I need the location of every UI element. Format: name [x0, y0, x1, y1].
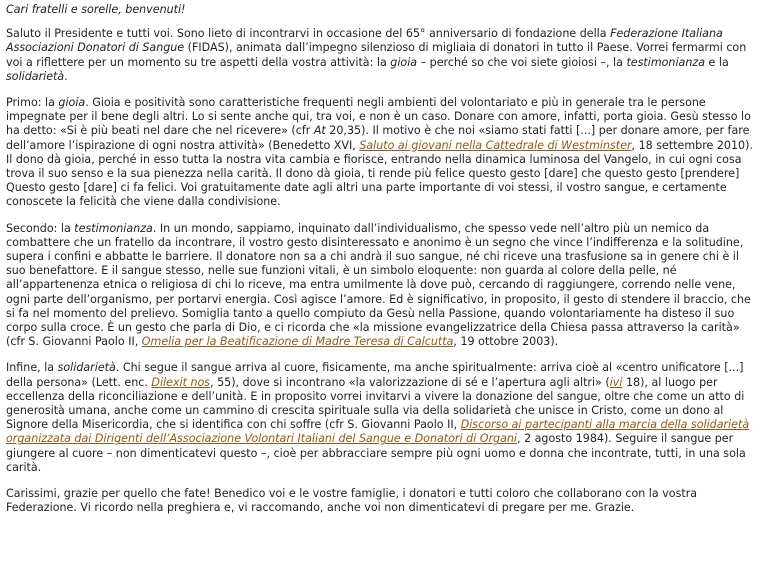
link-discorso-marcia-solidarieta[interactable]: Discorso ai partecipanti alla marcia della solidarietà organizzata dai Dirigenti dell’Associazione Volontari Italiani del Sangue e Donatori di Organi — [6, 418, 750, 446]
text-run: 18), al luogo per eccellenza della riconciliazione e dell’unità. E in proposito vorrei invitarvi a vivere la donazione del sangue, oltre che come un atto di generosità umana, anche come un cammino di crescita spirituale sulla via della solidarietà che unisce in Cristo, come un dono al Signore della Misericordia, che si identifica con chi soffre (cfr S. Giovanni Paolo II, — [6, 375, 745, 432]
paragraph-solidarieta — [6, 361, 762, 475]
text-run: , 55), dove si incontrano «la valorizzazione di sé e l’apertura agli altri» ( — [210, 375, 610, 389]
text-run: , 19 ottobre 2003). — [453, 335, 559, 349]
emphasis-testimonianza: testimonianza — [74, 221, 153, 235]
emphasis-gioia: gioia — [390, 55, 418, 69]
greeting-text: Cari fratelli e sorelle, benvenuti! — [6, 3, 186, 16]
text-run: Secondo: la — [6, 221, 75, 235]
paragraph-intro — [6, 27, 762, 84]
emphasis-fidas-name: Federazione Italiana Associazioni Donatori di Sangue — [6, 27, 723, 55]
text-run: Infine, la — [6, 361, 58, 375]
paragraph-closing — [6, 487, 762, 515]
emphasis-solidarieta: solidarietà — [57, 361, 116, 375]
link-saluto-giovani-westminster[interactable]: Saluto ai giovani nella Cattedrale di Westminster — [359, 138, 632, 152]
paragraph-gioia — [6, 96, 762, 210]
emphasis-solidarieta: solidarietà — [6, 69, 65, 83]
text-run: . Chi segue il sangue arriva al cuore, fisicamente, ma anche spiritualmente: arriva cioè al «centro unificatore [...] della persona» (Lett. enc. — [6, 361, 744, 389]
text-run: – perché so che voi siete gioiosi –, la — [417, 55, 627, 69]
link-dilexit-nos[interactable]: Dilexit nos — [151, 375, 211, 389]
emphasis-at: At — [313, 124, 326, 138]
text-run: . — [64, 69, 68, 83]
text-run: . In un mondo, sappiamo, inquinato dall’individualismo, che spesso vede nell’altro più un nemico da combattere che un fratello da incontrare, il vostro gesto disinteressato e anonimo è un segno che vince l’indifferenza e la solitudine, supera i confini e abbatte le barriere. Il donatore non sa a chi andrà il suo sangue, né chi riceve una trasfusione sa in genere chi è il suo benefattore. E il sangue stesso, nelle sue funzioni vitali, è un simbolo eloquente: non guarda al colore della pelle, né all’appartenenza etnica o religiosa di chi lo riceve, ma entra umilmente là dove può, cercando di raggiungere, correndo nelle vene, ogni parte dell’organismo, per portarvi energia. Così agisce l’amore. Ed è significativo, in proposito, il gesto di stendere il braccio, che si fa nel momento del prelievo. Somiglia tanto a quello compiuto da Gesù nella Passione, quando volontariamente ha disteso il suo corpo sulla croce. È un gesto che parla di Dio, e ci ricorda che «la missione evangelizzatrice della Chiesa passa attraverso la carità» (cfr S. Giovanni Paolo II, — [6, 221, 751, 349]
paragraph-testimonianza — [6, 222, 762, 350]
text-run: e la — [705, 55, 729, 69]
text-run: . Gioia e positività sono caratteristiche frequenti negli ambienti del volontariato e più in generale tra le persone impegnate per il bene degli altri. Lo si sente anche qui, tra voi, e non è un caso. Donare con amore, infatti, porta gioia. Gesù stesso lo ha detto: «Si è più beati nel dare che nel ricevere» (cfr — [6, 96, 751, 138]
link-omelia-madre-teresa[interactable]: Omelia per la Beatificazione di Madre Teresa di Calcutta — [141, 335, 454, 349]
text-run: (FIDAS), animata dall’impegno silenzioso di migliaia di donatori in tutto il Paese. Vorrei fermarmi con voi a riflettere per un momento su tre aspetti della vostra attività: la — [6, 41, 747, 69]
text-run: 20,35). Il motivo è che noi «siamo stati fatti [...] per donare amore, per fare dell’amore l’ispirazione di ogni nostra attività» (Benedetto XVI, — [6, 124, 750, 152]
text-run: Primo: la — [6, 96, 59, 110]
text-run: Carissimi, grazie per quello che fate! Benedico voi e le vostre famiglie, i donatori e tutti coloro che collaborano con la vostra Federazione. Vi ricordo nella preghiera e, vi raccomando, anche voi non dimenticatevi di pregare per me. Grazie. — [6, 487, 698, 515]
text-run: , 2 agosto 1984). Seguire il sangue per giungere al cuore – non dimenticatevi questo –, cioè per abbracciare sempre più ogni uomo e donna che incontrate, tutti, in una sola carità. — [6, 432, 746, 474]
text-run: , 18 settembre 2010). Il dono dà gioia, perché in esso tutta la nostra vita cambia e fiorisce, entrando nella dinamica luminosa del Vangelo, in cui ogni cosa trova il suo senso e la sua pienezza nella carità. Il dono dà gioia, ti rende più felice questo gesto [dare] che questo gesto [prendere] Questo gesto [dare] ci fa felici. Voi gratuitamente date agli altri una parte importante di voi stessi, il vostro sangue, e certamente conoscete la felicità che viene dalla condivisione. — [6, 138, 753, 209]
greeting — [6, 3, 762, 17]
emphasis-gioia: gioia — [58, 96, 86, 110]
emphasis-testimonianza: testimonianza — [626, 55, 705, 69]
link-ivi[interactable]: ivi — [609, 375, 623, 389]
text-run: Saluto il Presidente e tutti voi. Sono lieto di incontrarvi in occasione del 65° anniversario di fondazione della — [6, 27, 611, 41]
